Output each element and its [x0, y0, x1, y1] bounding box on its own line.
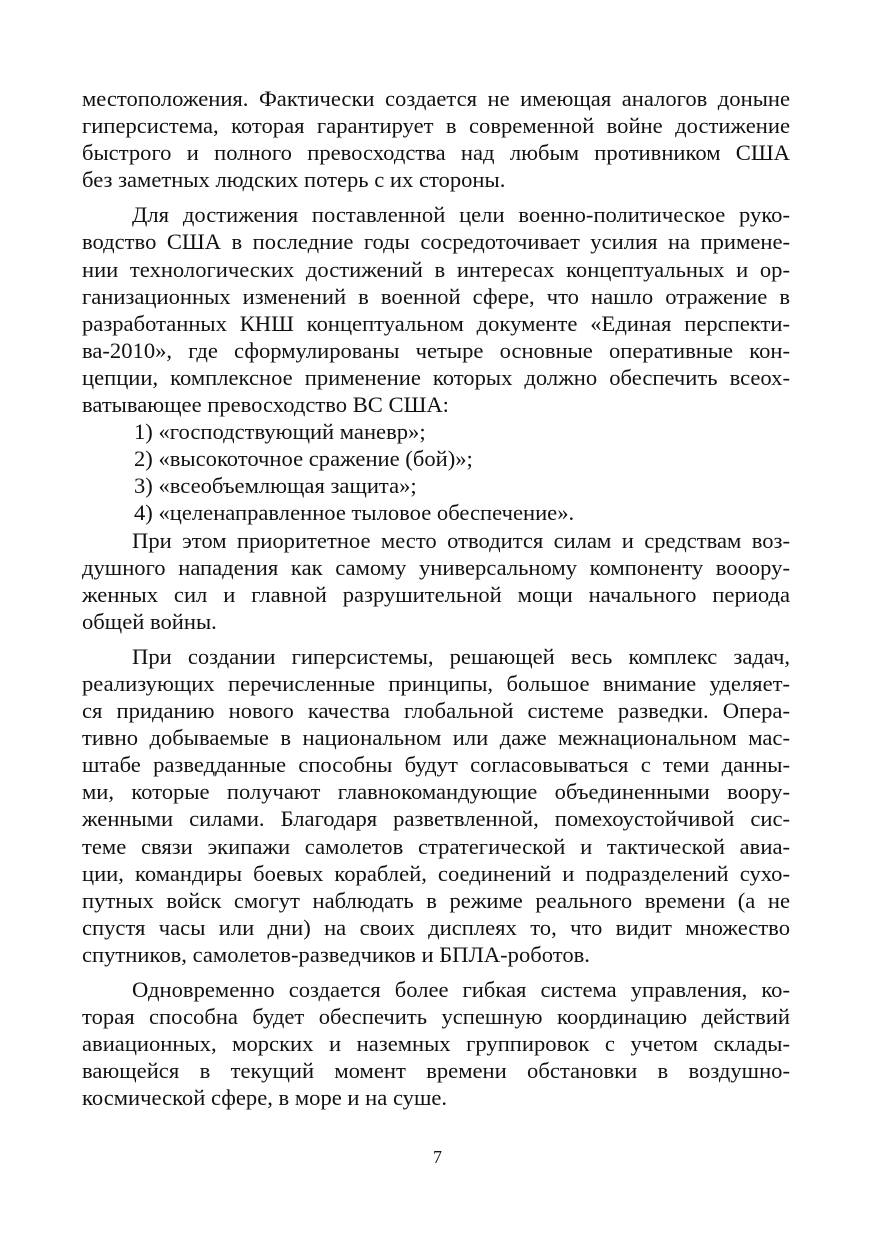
list-item: 3) «всеобъемлющая защита»;: [134, 473, 417, 499]
text-line: ватывающее превосходство ВС США:: [82, 392, 449, 418]
concept-list: [82, 418, 790, 526]
text-line: вающейся в текущий момент времени обстановки в воздушно-: [82, 1058, 790, 1084]
text-line: женными силами. Благодаря разветвленной, помехоустойчивой сис-: [82, 806, 790, 832]
text-line: женных сил и главной разрушительной мощи начального периода: [82, 581, 790, 607]
text-line: без заметных людских потерь с их стороны.: [82, 167, 506, 193]
page-number: 7: [433, 1147, 442, 1167]
text-line: реализующих перечисленные принципы, большое внимание уделяет-: [82, 670, 790, 696]
text-line: цепции, комплексное применение которых должно обеспечить всеох-: [82, 364, 790, 390]
paragraph: [82, 201, 790, 418]
text-line: ции, командиры боевых кораблей, соединений и подразделений сухо-: [82, 860, 790, 886]
text-line: При создании гиперсистемы, решающей весь комплекс задач,: [132, 643, 790, 669]
text-line: ва-2010», где сформулированы четыре основные оперативные кон-: [82, 337, 790, 363]
text-line: разработанных КНШ концептуальном документе «Единая перспекти-: [82, 310, 790, 336]
text-line: теме связи экипажи самолетов стратегической и тактической авиа-: [82, 833, 790, 859]
text-line: ся приданию нового качества глобальной системе разведки. Опера-: [82, 698, 790, 724]
paragraph: [82, 85, 790, 193]
text-line: гиперсистема, которая гарантирует в современной войне достижение: [82, 113, 790, 139]
text-line: При этом приоритетное место отводится силам и средствам воз-: [132, 527, 790, 553]
text-line: Для достижения поставленной цели военно-политическое руко-: [132, 202, 790, 228]
text-line: ганизационных изменений в военной сфере, что нашло отражение в: [82, 283, 790, 309]
list-item: 4) «целенаправленное тыловое обеспечение».: [134, 500, 575, 526]
paragraph: [82, 643, 790, 968]
text-line: местоположения. Фактически создается не имеющая аналогов доныне: [82, 86, 790, 111]
text-line: путных войск смогут наблюдать в режиме реального времени (а не: [82, 887, 790, 913]
list-item: 1) «господствующий маневр»;: [134, 419, 426, 445]
text-line: тивно добываемые в национальном или даже межнациональном мас-: [82, 725, 790, 751]
text-line: нии технологических достижений в интересах концептуальных и ор-: [82, 256, 790, 282]
text-line: водство США в последние годы сосредоточивает усилия на применe-: [82, 229, 790, 255]
text-line: Одновременно создается более гибкая система управления, ко-: [132, 977, 790, 1002]
text-line: душного нападения как самому универсальному компоненту вооору-: [82, 554, 790, 580]
text-line: спутников, самолетов-разведчиков и БПЛА-роботов.: [82, 941, 590, 967]
text-line: ми, которые получают главнокомандующие объединенными воору-: [82, 779, 790, 805]
text-line: спустя часы или дни) на своих дисплеях то, что видит множество: [82, 914, 790, 940]
text-line: общей войны.: [82, 608, 217, 634]
paragraph: [82, 527, 790, 635]
text-line: авиационных, морских и наземных группировок с учетом склады-: [82, 1031, 790, 1057]
text-line: быстрого и полного превосходства над любым противником США: [82, 140, 790, 166]
text-line: штабе разведданные способны будут согласовываться с теми данны-: [82, 752, 790, 778]
document-body: [82, 85, 790, 1111]
text-line: торая способна будет обеспечить успешную координацию действий: [82, 1004, 790, 1030]
paragraph: [82, 976, 790, 1111]
list-item: 2) «высокоточное сражение (бой)»;: [134, 446, 473, 472]
text-line: космической сфере, в море и на суше.: [82, 1085, 448, 1111]
